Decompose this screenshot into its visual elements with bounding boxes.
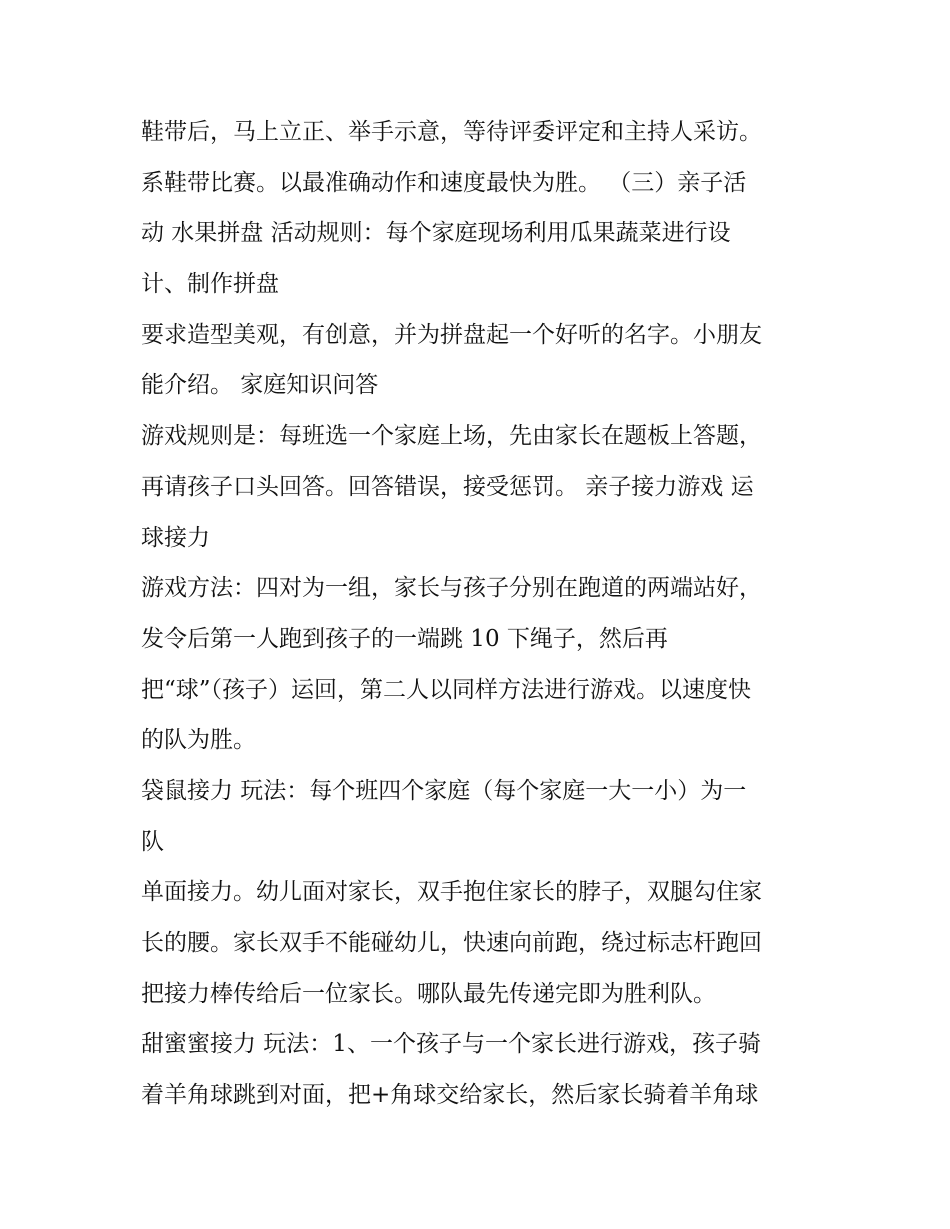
body-text (141, 107, 821, 1121)
text-line: 要求造型美观，有创意，并为拼盘起一个好听的名字。小朋友 (141, 321, 762, 348)
text-line: 着羊角球跳到对面，把+角球交给家长，然后家长骑着羊角球 (141, 1082, 759, 1109)
text-line: 把“球”（孩子）运回，第二人以同样方法进行游戏。以速度快 (141, 676, 752, 703)
text-line: 把接力棒传给后一位家长。哪队最先传递完即为胜利队。 (141, 980, 716, 1007)
text-line: 能介绍。 家庭知识问答 (141, 372, 379, 399)
text-line: 动 水果拼盘 活动规则：每个家庭现场利用瓜果蔬菜进行设 (141, 220, 731, 247)
text-line: 系鞋带比赛。以最准确动作和速度最快为胜。 （三）亲子活 (141, 169, 747, 196)
text-line: 队 (141, 828, 164, 855)
text-line: 再请孩子口头回答。回答错误，接受惩罚。 亲子接力游戏 运 (141, 473, 754, 500)
text-line: 袋鼠接力 玩法：每个班四个家庭（每个家庭一大一小）为一 (141, 777, 747, 804)
text-line: 甜蜜蜜接力 玩法：1、一个孩子与一个家长进行游戏，孩子骑 (141, 1031, 761, 1058)
text-line: 的队为胜。 (141, 727, 256, 754)
text-line: 发令后第一人跑到孩子的一端跳 10 下绳子，然后再 (141, 625, 668, 652)
text-line: 游戏规则是：每班选一个家庭上场，先由家长在题板上答题， (141, 423, 762, 450)
text-line: 球接力 (141, 524, 210, 551)
text-line: 鞋带后，马上立正、举手示意，等待评委评定和主持人采访。 (141, 119, 762, 145)
text-line: 长的腰。家长双手不能碰幼儿，快速向前跑，绕过标志杆跑回 (141, 930, 762, 956)
text-line: 游戏方法：四对为一组，家长与孩子分别在跑道的两端站好， (141, 575, 762, 602)
text-line: 单面接力。幼儿面对家长，双手抱住家长的脖子，双腿勾住家 (141, 879, 762, 906)
text-line: 计、制作拼盘 (141, 271, 279, 298)
